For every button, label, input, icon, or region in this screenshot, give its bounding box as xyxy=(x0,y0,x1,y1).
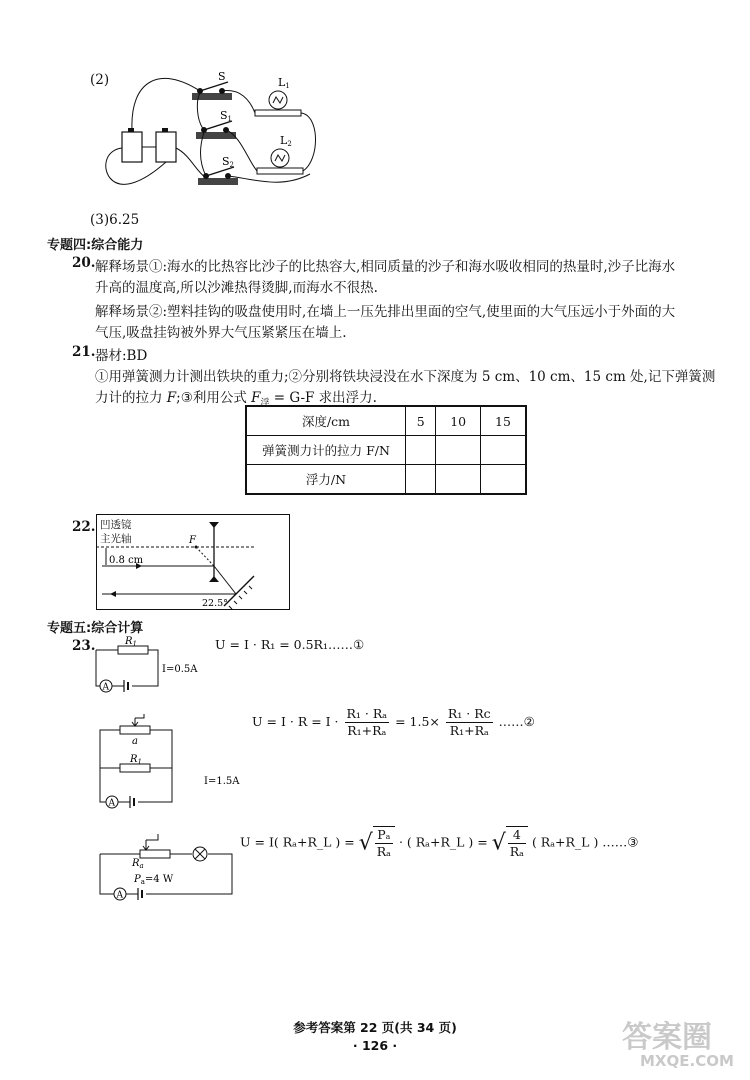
watermark-url: MXQE.COM xyxy=(640,1052,734,1070)
q20-p2-line2: 气压,吸盘挂钩被外界大气压紧紧压在墙上. xyxy=(95,325,347,341)
q20-p1-line1: 解释场景①:海水的比热容比沙子的比热容大,相同质量的沙子和海水吸收相同的热量时,沙子比海水 xyxy=(95,259,676,275)
table-cell xyxy=(406,436,436,465)
svg-text:A: A xyxy=(102,682,109,693)
ra-label: $R_a$ xyxy=(132,858,144,870)
equation-3: U = I( Rₐ+R_L ) = √ $\frac{\text{Pₐ}}{\text{Rₐ}}$ · ( Rₐ+R_L ) = √ $\frac{4}{\text{Rₐ}}$ ( Rₐ+R_L ) ……③ xyxy=(240,827,639,859)
q20-p2-line1: 解释场景②:塑料挂钩的吸盘使用时,在墙上一压先排出里面的空气,使里面的大气压远小于外面的大 xyxy=(95,304,676,320)
resistor-r1 xyxy=(120,764,150,772)
lamp-l1 xyxy=(255,91,301,116)
battery-cell-1 xyxy=(122,132,142,162)
label-l2: L2 xyxy=(280,134,292,148)
table-cell xyxy=(436,436,481,465)
section5-title: 专题五:综合计算 xyxy=(47,621,144,636)
q22-number: 22. xyxy=(72,519,96,535)
equation-2: U = I · R = I · $\frac{\text{R₁ · Rₐ}}{\text{R₁+Rₐ}}$ = 1.5× $\frac{\text{R₁ · Rc}}{\text{R₁+Rₐ}}$ ……② xyxy=(252,706,535,738)
current-label-1: I=0.5A xyxy=(162,664,198,675)
plane-mirror xyxy=(224,576,254,606)
rheostat-a xyxy=(120,726,150,734)
r1-label: $R_1$ xyxy=(130,754,142,766)
svg-text:A: A xyxy=(116,890,123,901)
page-info: 参考答案第 22 页(共 34 页) xyxy=(293,1020,457,1035)
q21-steps-line2: 力计的拉力 F;③利用公式 $F_浮 = G-F$ 求出浮力. xyxy=(95,390,377,409)
buoyancy-data-table xyxy=(245,405,527,495)
table-cell: 浮力/N xyxy=(246,465,406,495)
switch-s1 xyxy=(196,121,236,139)
table-cell: 15 xyxy=(480,406,526,436)
circuit-1 xyxy=(92,636,212,694)
physical-circuit-diagram xyxy=(100,60,330,200)
label-s2: S2 xyxy=(222,155,235,169)
axis-label: 主光轴 xyxy=(100,533,132,545)
lens-label: 凹透镜 xyxy=(100,519,132,531)
q21-steps-line1: ①用弹簧测力计测出铁块的重力;②分别将铁块浸没在水下深度为 5 cm、10 cm、15 cm 处,记下弹簧测 xyxy=(95,369,716,385)
angle-label: 22.5° xyxy=(202,598,228,609)
table-cell: 深度/cm xyxy=(246,406,406,436)
equation-1: U = I · R₁ = 0.5R₁……① xyxy=(215,637,365,652)
q23-number: 23. xyxy=(72,638,96,654)
table-cell: 5 xyxy=(406,406,436,436)
label-s1: S1 xyxy=(220,109,233,123)
label-l1: L1 xyxy=(278,76,290,90)
table-cell xyxy=(480,465,526,495)
q20-p1-line2: 升高的温度高,所以沙滩热得烫脚,而海水不很热. xyxy=(95,280,378,296)
circuit-3 xyxy=(92,830,242,902)
focus-label: F xyxy=(189,535,196,546)
table-row xyxy=(246,436,526,465)
a-label: a xyxy=(132,736,138,747)
rheostat-ra xyxy=(140,850,170,858)
part2-label: (2) xyxy=(90,72,110,88)
page-number: · 126 · xyxy=(352,1038,398,1053)
table-cell: 10 xyxy=(436,406,481,436)
table-cell xyxy=(436,465,481,495)
table-cell xyxy=(406,465,436,495)
table-cell: 弹簧测力计的拉力 F/N xyxy=(246,436,406,465)
battery-cell-2 xyxy=(156,132,176,162)
table-row xyxy=(246,465,526,495)
lamp-l2 xyxy=(257,149,303,174)
table-row xyxy=(246,406,526,436)
pa-label: $P_a=4$ W xyxy=(134,874,174,886)
current-label-2: I=1.5A xyxy=(204,776,240,787)
circuit-2 xyxy=(92,712,252,812)
svg-text:A: A xyxy=(108,798,115,809)
section4-title: 专题四:综合能力 xyxy=(47,238,144,253)
q20-number: 20. xyxy=(72,255,96,271)
r1-label: $R_1$ xyxy=(125,636,137,648)
label-s: S xyxy=(218,70,226,83)
q21-equipment: 器材:BD xyxy=(95,348,148,364)
table-cell xyxy=(480,436,526,465)
distance-label: 0.8 cm xyxy=(109,555,144,566)
q21-number: 21. xyxy=(72,344,96,360)
part3-answer: (3)6.25 xyxy=(90,212,140,228)
watermark-logo: 答案圈 xyxy=(622,1020,712,1055)
